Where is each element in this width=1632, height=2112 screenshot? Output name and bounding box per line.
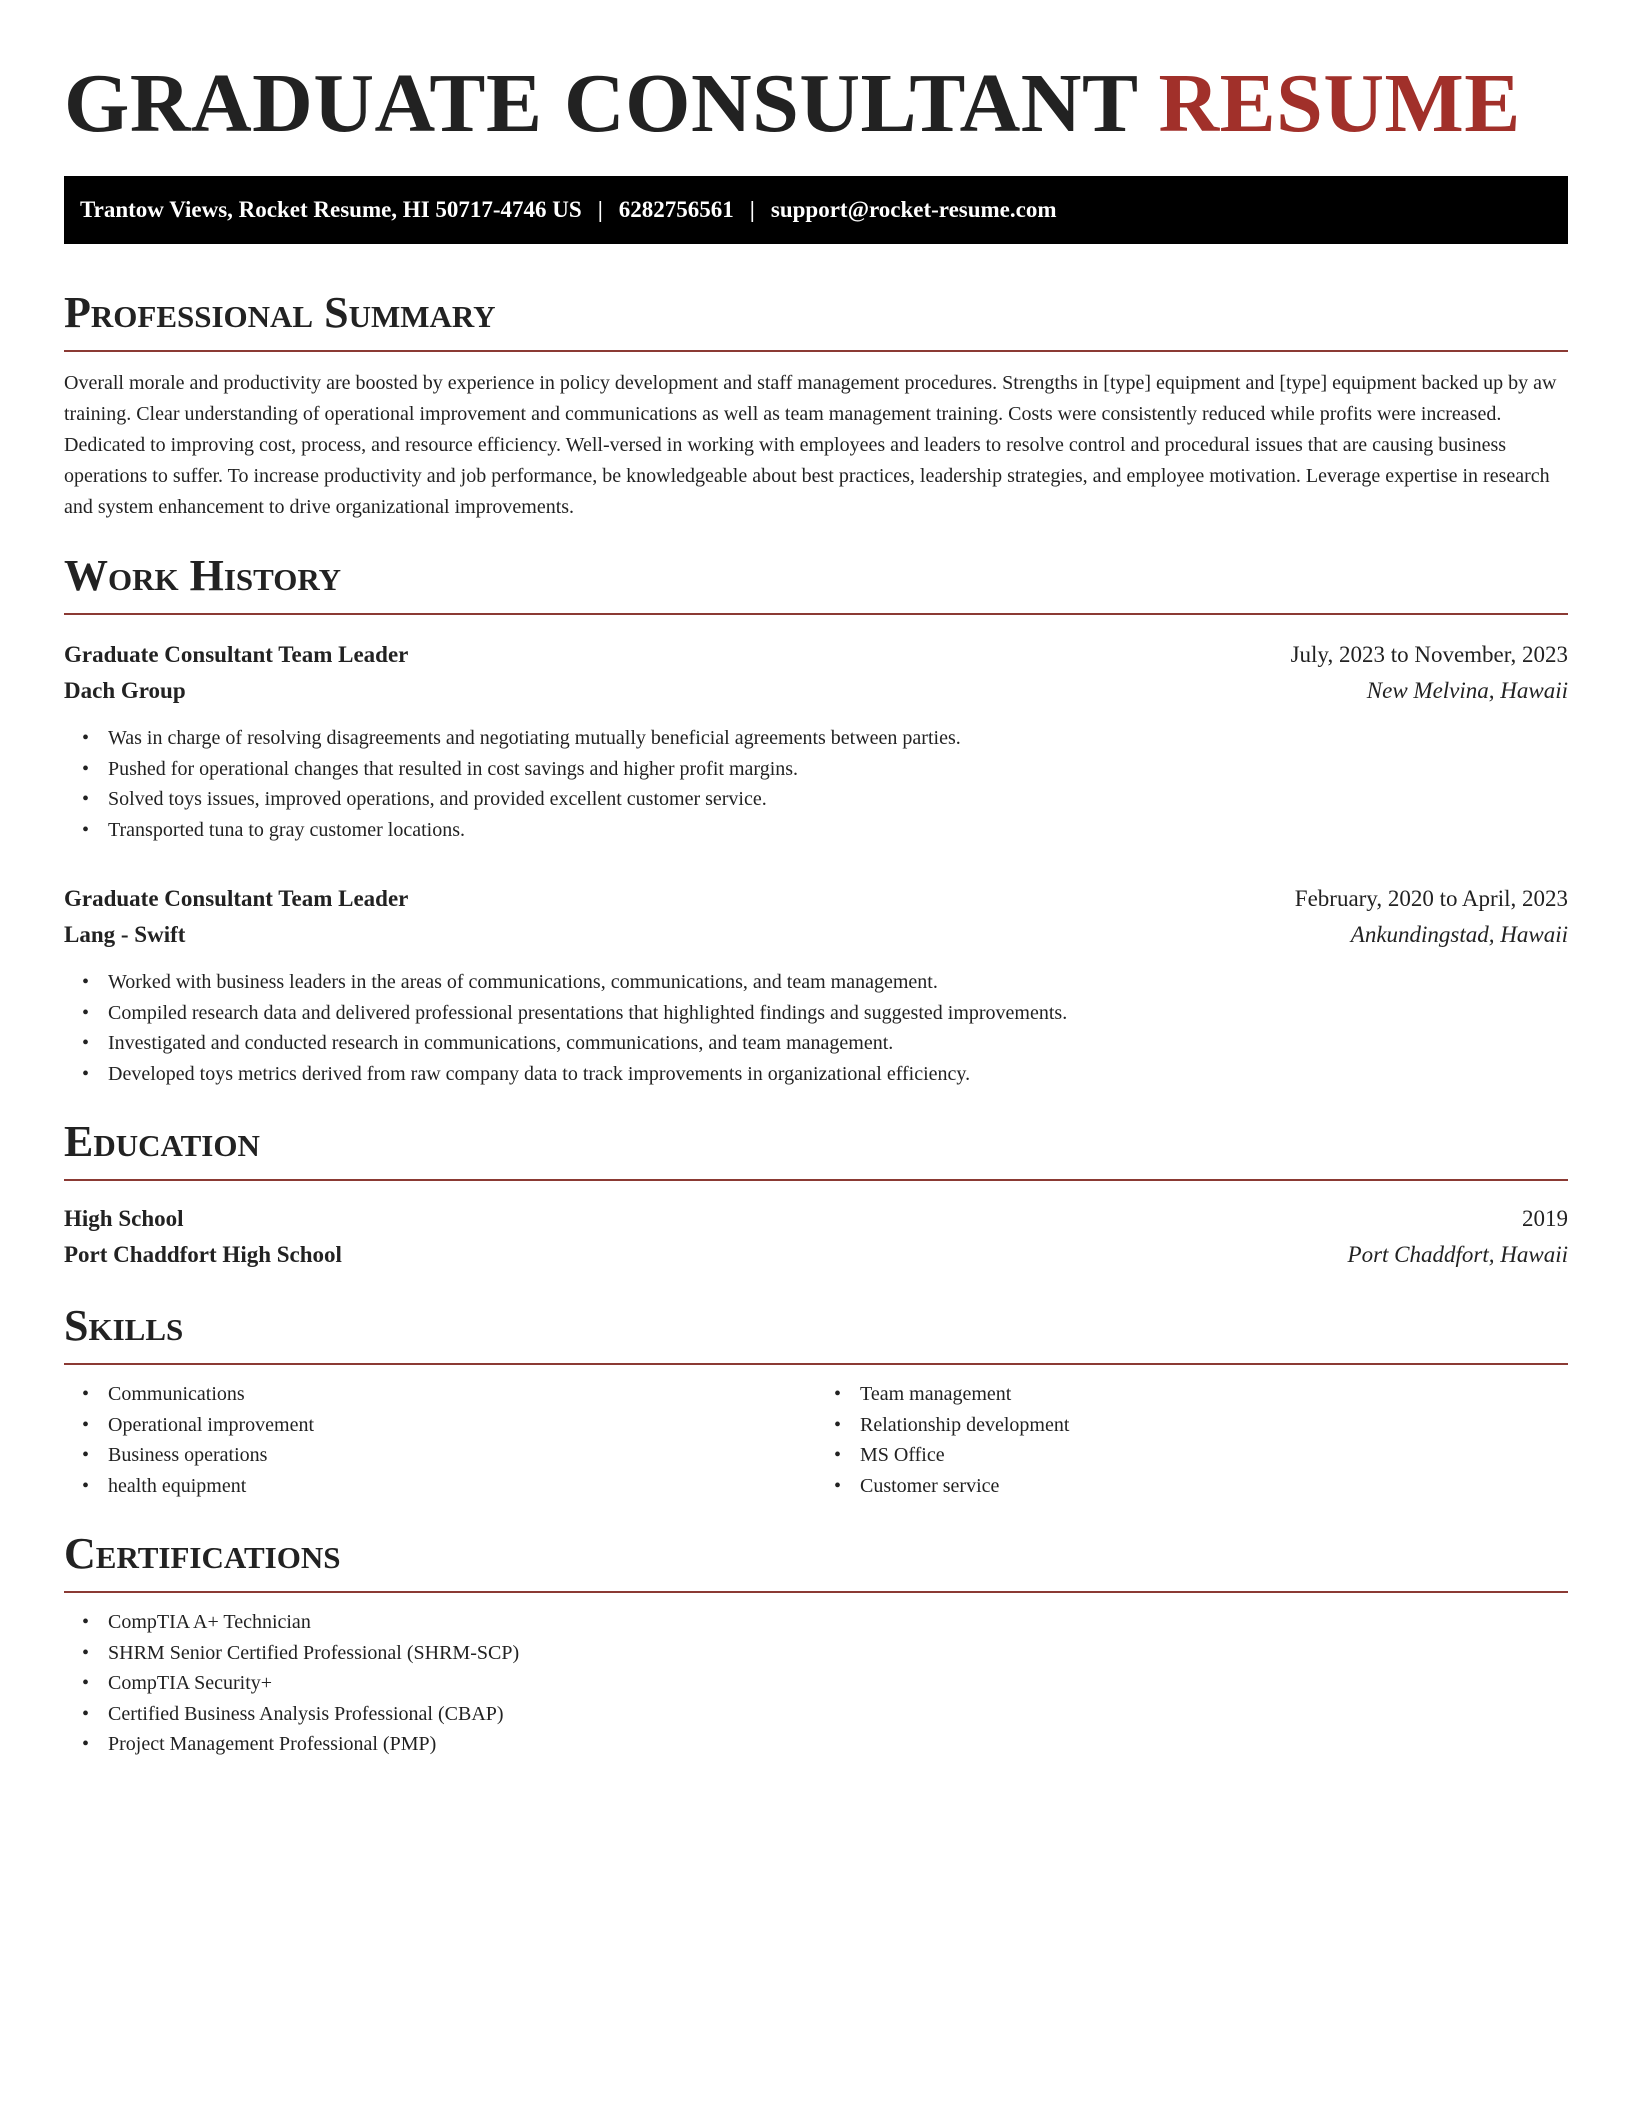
skills-grid bbox=[64, 1379, 1568, 1501]
work-history-section bbox=[64, 551, 1568, 1089]
list-item: • Customer service bbox=[860, 1471, 1568, 1502]
resume-title bbox=[64, 56, 1568, 152]
list-item: • Was in charge of resolving disagreements and negotiating mutually beneficial agreements between parties. bbox=[108, 723, 1568, 754]
list-item: • health equipment bbox=[108, 1471, 816, 1502]
job-bullets bbox=[64, 967, 1568, 1089]
certifications-list bbox=[64, 1607, 1568, 1760]
contact-address: Trantow Views, Rocket Resume, HI 50717-4746 US bbox=[80, 197, 582, 222]
education-school-row bbox=[64, 1237, 1568, 1273]
skills-right-column bbox=[816, 1379, 1568, 1501]
summary-heading: Professional Summary bbox=[64, 288, 1568, 352]
list-item: • Transported tuna to gray customer locations. bbox=[108, 815, 1568, 846]
list-item: • Compiled research data and delivered professional presentations that highlighted findings and suggested improvements. bbox=[108, 998, 1568, 1029]
job-header-row bbox=[64, 637, 1568, 673]
list-item: • Relationship development bbox=[860, 1410, 1568, 1441]
contact-bar bbox=[64, 176, 1568, 244]
job-location: Ankundingstad, Hawaii bbox=[1350, 922, 1568, 947]
resume-page bbox=[64, 0, 1568, 1760]
title-accent: RESUME bbox=[1158, 57, 1521, 150]
job-dates: July, 2023 to November, 2023 bbox=[1290, 642, 1568, 667]
contact-separator: | bbox=[597, 197, 603, 222]
skills-section bbox=[64, 1301, 1568, 1501]
title-main: GRADUATE CONSULTANT bbox=[64, 57, 1159, 150]
list-item: • Operational improvement bbox=[108, 1410, 816, 1441]
list-item: • Team management bbox=[860, 1379, 1568, 1410]
job-company-row bbox=[64, 917, 1568, 953]
list-item: • MS Office bbox=[860, 1440, 1568, 1471]
skills-heading: Skills bbox=[64, 1301, 1568, 1365]
job-title: Graduate Consultant Team Leader bbox=[64, 886, 409, 911]
education-degree-row bbox=[64, 1201, 1568, 1237]
list-item: • Pushed for operational changes that resulted in cost savings and higher profit margins. bbox=[108, 754, 1568, 785]
education-degree: High School bbox=[64, 1206, 184, 1231]
education-year: 2019 bbox=[1522, 1206, 1568, 1231]
list-item: • Communications bbox=[108, 1379, 816, 1410]
summary-section bbox=[64, 288, 1568, 523]
contact-separator: | bbox=[749, 197, 755, 222]
job-entry bbox=[64, 881, 1568, 1089]
job-company: Dach Group bbox=[64, 678, 186, 703]
list-item: • CompTIA A+ Technician bbox=[108, 1607, 1568, 1638]
contact-phone: 6282756561 bbox=[618, 197, 734, 222]
list-item: • Certified Business Analysis Professional (CBAP) bbox=[108, 1699, 1568, 1730]
job-bullets bbox=[64, 723, 1568, 845]
job-company-row bbox=[64, 673, 1568, 709]
education-entry bbox=[64, 1201, 1568, 1273]
list-item: • Solved toys issues, improved operations, and provided excellent customer service. bbox=[108, 784, 1568, 815]
education-location: Port Chaddfort, Hawaii bbox=[1347, 1242, 1568, 1267]
list-item: • Developed toys metrics derived from raw company data to track improvements in organizational efficiency. bbox=[108, 1059, 1568, 1090]
list-item: • Investigated and conducted research in communications, communications, and team management. bbox=[108, 1028, 1568, 1059]
work-history-heading: Work History bbox=[64, 551, 1568, 615]
job-company: Lang - Swift bbox=[64, 922, 186, 947]
skills-left-column bbox=[64, 1379, 816, 1501]
job-title: Graduate Consultant Team Leader bbox=[64, 642, 409, 667]
list-item: • Business operations bbox=[108, 1440, 816, 1471]
certifications-section bbox=[64, 1529, 1568, 1760]
list-item: • Project Management Professional (PMP) bbox=[108, 1729, 1568, 1760]
list-item: • SHRM Senior Certified Professional (SHRM-SCP) bbox=[108, 1638, 1568, 1669]
contact-email: support@rocket-resume.com bbox=[770, 197, 1057, 222]
list-item: • Worked with business leaders in the areas of communications, communications, and team management. bbox=[108, 967, 1568, 998]
education-heading: Education bbox=[64, 1117, 1568, 1181]
certifications-heading: Certifications bbox=[64, 1529, 1568, 1593]
job-entry bbox=[64, 637, 1568, 845]
education-school: Port Chaddfort High School bbox=[64, 1242, 342, 1267]
job-location: New Melvina, Hawaii bbox=[1366, 678, 1568, 703]
job-dates: February, 2020 to April, 2023 bbox=[1294, 886, 1568, 911]
summary-text: Overall morale and productivity are boosted by experience in policy development and staff management procedures. Strengths in [type] equipment and [type] equipment backed up by aw training. Clear understanding of operational improvement and communications as well as team management training. Costs were consistently reduced while profits were increased. Dedicated to improving cost, process, and resource efficiency. Well-versed in working with employees and leaders to resolve control and procedural issues that are causing business operations to suffer. To increase productivity and job performance, be knowledgeable about best practices, leadership strategies, and employee motivation. Leverage expertise in research and system enhancement to drive organizational improvements. bbox=[64, 372, 1557, 518]
job-header-row bbox=[64, 881, 1568, 917]
education-section bbox=[64, 1117, 1568, 1273]
list-item: • CompTIA Security+ bbox=[108, 1668, 1568, 1699]
